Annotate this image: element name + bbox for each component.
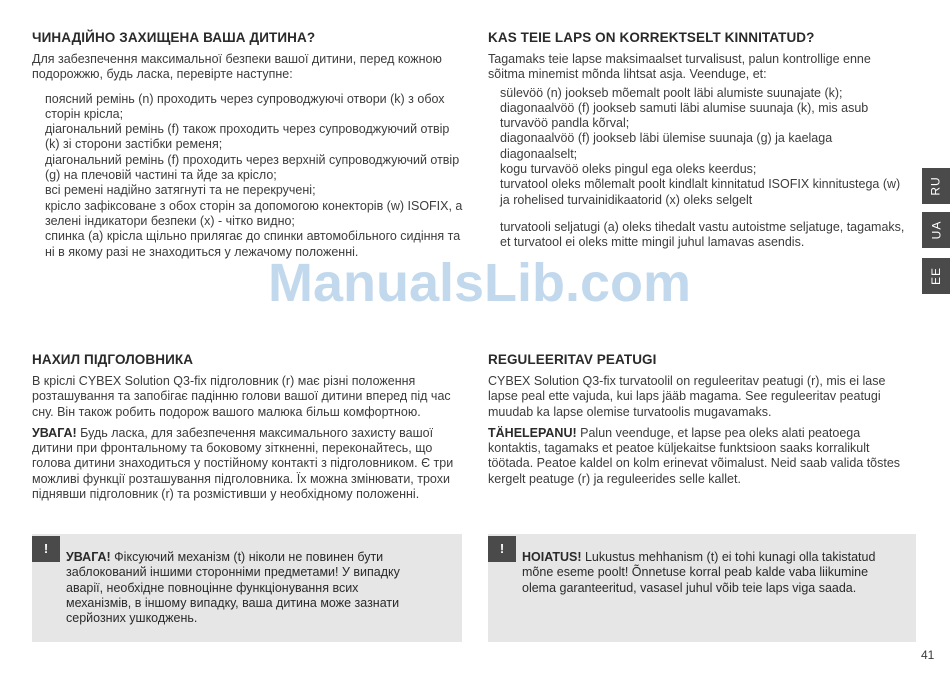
language-tab-ua[interactable]: UA <box>922 212 950 248</box>
notice-label: HOIATUS! <box>522 550 582 564</box>
section-title-headrest-ee: REGULEERITAV PEATUGI <box>488 352 657 367</box>
language-tab-ee[interactable]: EE <box>922 258 950 294</box>
right-column <box>488 30 910 251</box>
checklist-item: діагональний ремінь (f) також проходить через супроводжуючий отвір (k) зі сторони застібки ременя; <box>45 122 450 152</box>
notice-text-ee <box>522 550 882 596</box>
warning-text: Palun veenduge, et lapse pea oleks alati peatoega kontaktis, tagamaks et peatoe küljekaitse funktsioon saaks korralikult töötada. Peatoe kaldel on kolm erinevat võimalust. Neid saab valida tõstes kergelt peatuge (r) ja reguleerides selle kallet. <box>488 425 901 486</box>
watermark: ManualsLib.com <box>268 253 692 313</box>
page-number: 41 <box>921 648 935 662</box>
headrest-body-ua: В кріслі CYBEX Solution Q3-fix підголовник (r) має різні положення розташування та запобігає падінню голови вашої дитини вперед під час сну. Він також робить подорож вашого малюка більш комфортною. <box>32 374 451 419</box>
left-headrest-section <box>32 352 464 502</box>
checklist-item: всі ремені надійно затягнуті та не перекручені; <box>45 183 316 198</box>
warning-label: УВАГА! <box>32 425 77 440</box>
right-headrest-section <box>488 352 910 487</box>
checklist-item: крісло зафіксоване з обох сторін за допомогою конекторів (w) ISOFIX, а зелені індикатори безпеки (x) - чітко видно; <box>45 198 463 228</box>
exclamation-icon: ! <box>32 536 60 562</box>
notice-box-ee <box>488 534 916 642</box>
section-title-headrest-ua: НАХИЛ ПІДГОЛОВНИКА <box>32 352 194 367</box>
section-title-safety-ua: ЧИНАДІЙНО ЗАХИЩЕНА ВАША ДИТИНА? <box>32 30 316 45</box>
section-title-safety-ee: KAS TEIE LAPS ON KORREKTSELT KINNITATUD? <box>488 30 815 45</box>
headrest-warning-ua <box>32 426 464 502</box>
safety-checklist-ua <box>32 92 464 260</box>
checklist-item: поясний ремінь (n) проходить через супроводжуючі отвори (k) з обох сторін крісла; <box>45 91 445 121</box>
headrest-warning-ee <box>488 426 910 487</box>
warning-text: Будь ласка, для забезпечення максимального захисту вашої дитини при фронтальному та боковому зіткненні, переконайтесь, що голова дитини знаходиться у постійному контакті з підголовником. Є три можливі функції розташування підголовника. Їх можна змінювати, трохи піднявши підголовник (r) та розмістивши у необхідному положенні. <box>32 425 454 502</box>
safety-intro-ua: Для забезпечення максимальної безпеки вашої дитини, перед кожною подорожжю, будь ласка, перевірте наступне: <box>32 52 442 82</box>
warning-label: TÄHELEPANU! <box>488 425 577 440</box>
checklist-item: turvatooli seljatugi (a) oleks tihedalt vastu autoistme seljatuge, tagamaks, et turvatool ei oleks mitte mingil juhul lamavas asendis. <box>500 219 905 250</box>
checklist-item: спинка (а) крісла щільно прилягає до спинки автомобільного сидіння та ні в якому разі не знаходиться у лежачому положенні. <box>45 229 461 259</box>
checklist-item: sülevöö (n) jookseb mõemalt poolt läbi alumiste suunajate (k); <box>500 85 843 100</box>
notice-body: Фіксуючий механізм (t) ніколи не повинен бути заблокований іншими сторонніми предметами! У випадку аварії, необхідне повноцінне функціонування всих механізмів, в іншому випадку, ваша дитина може зазнати серйозних ушкоджень. <box>66 550 400 626</box>
language-tab-ru[interactable]: RU <box>922 168 950 204</box>
checklist-item: turvatool oleks mõlemalt poolt kindlalt kinnitatud ISOFIX kinnitustega (w) ja rohelised turvainidikaatorid (x) oleks selgelt <box>500 177 901 207</box>
left-column <box>32 30 464 260</box>
checklist-item: діагональний ремінь (f) проходить через верхній супроводжуючий отвір (g) на плечовій частині та йде за крісло; <box>45 152 460 183</box>
notice-body: Lukustus mehhanism (t) ei tohi kunagi olla takistatud mõne eseme poolt! Õnnetuse korral peab kalde vaba liikumine olema garanteeritud, vasasel juhul võib teie laps viga saada. <box>522 550 876 595</box>
checklist-item: diagonaalvöö (f) jookseb samuti läbi alumise suunaja (k), mis asub turvavöö pandla kõrval; <box>500 100 869 131</box>
notice-label: УВАГА! <box>66 550 111 564</box>
headrest-body-ee: CYBEX Solution Q3-fix turvatoolil on reguleeritav peatugi (r), mis ei lase lapse peal ette vajuda, kui laps jääb magama. See reguleeritav peatugi muudab ka lapse olemise turvatoolis mugavamaks. <box>488 374 886 419</box>
notice-box-ua <box>32 534 462 642</box>
safety-intro-ee: Tagamaks teie lapse maksimaalset turvalisust, palun kontrollige enne sõitma minemist mõnda lihtsat asja. Veenduge, et: <box>488 52 871 82</box>
checklist-item: diagonaalvöö (f) jookseb läbi ülemise suunaja (g) ja kaelaga diagonaalselt; <box>500 131 833 161</box>
safety-checklist-ee <box>488 86 910 251</box>
checklist-item: kogu turvavöö oleks pingul ega oleks keerdus; <box>500 162 757 177</box>
exclamation-icon: ! <box>488 536 516 562</box>
notice-text-ua <box>66 550 426 626</box>
